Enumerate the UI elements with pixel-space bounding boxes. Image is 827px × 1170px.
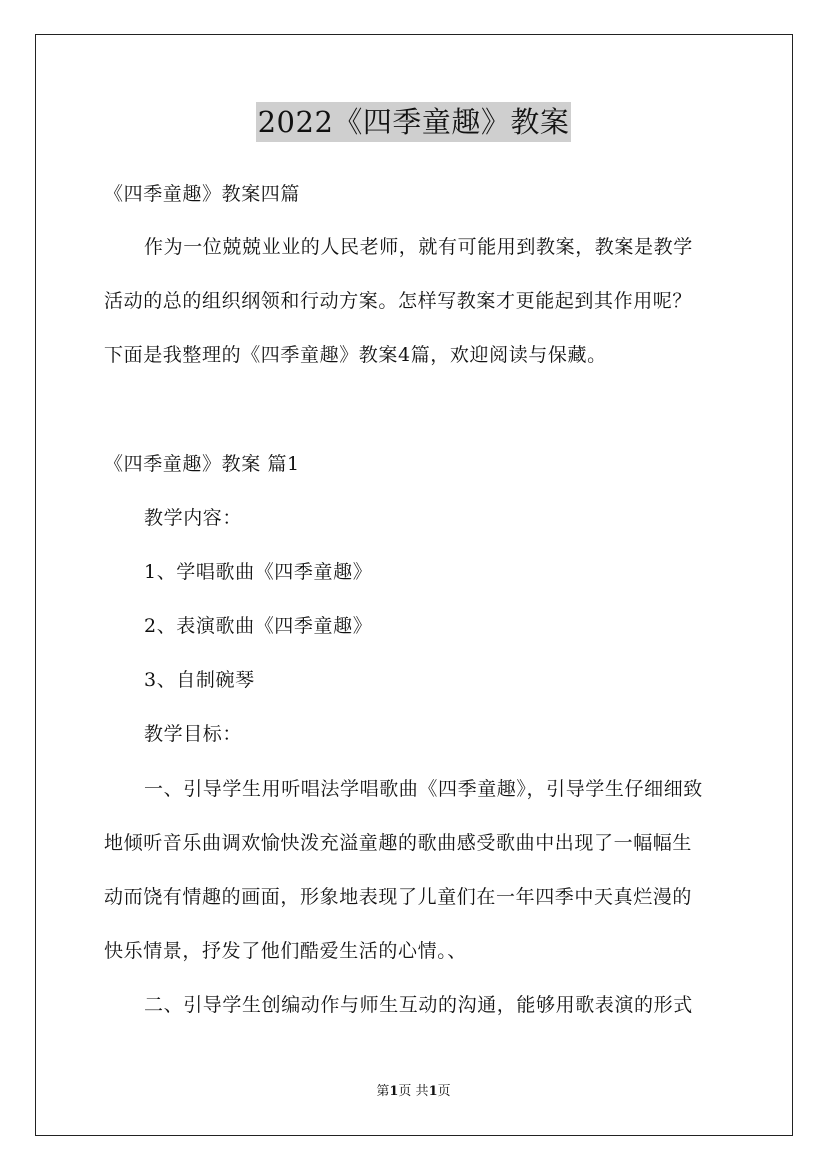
paragraph-line: 教学内容： [144, 507, 243, 529]
list-item: 3、自制碗琴 [144, 669, 255, 691]
page-footer [0, 1083, 827, 1101]
list-item: 2、表演歌曲《四季童趣》 [144, 615, 373, 637]
footer-middle: 页 共 [398, 1084, 429, 1099]
paragraph-line: 教学目标： [144, 723, 243, 745]
paragraph-line: 下面是我整理的《四季童趣》教案4篇，欢迎阅读与保藏。 [104, 344, 607, 366]
paragraph-line: 二、引导学生创编动作与师生互动的沟通，能够用歌表演的形式 [144, 994, 693, 1016]
paragraph-line: 作为一位兢兢业业的人民老师，就有可能用到教案，教案是教学 [144, 236, 693, 258]
paragraph-line: 快乐情景，抒发了他们酷爱生活的心情。、 [104, 940, 467, 962]
section-heading: 《四季童趣》教案 篇1 [104, 453, 300, 475]
footer-suffix: 页 [437, 1084, 451, 1099]
document-title-block [0, 102, 827, 142]
footer-prefix: 第 [376, 1084, 390, 1099]
footer-page-number: 1 [389, 1084, 399, 1099]
document-title: 2022《四季童趣》教案 [256, 102, 572, 142]
paragraph-line: 一、引导学生用听唱法学唱歌曲《四季童趣》，引导学生仔细细致 [144, 778, 703, 800]
footer-page-total: 1 [428, 1084, 438, 1099]
paragraph-line: 活动的总的组织纲领和行动方案。怎样写教案才更能起到其作用呢？ [104, 290, 693, 312]
paragraph-line: 动而饶有情趣的画面，形象地表现了儿童们在一年四季中天真烂漫的 [104, 886, 693, 908]
paragraph-line: 地倾听音乐曲调欢愉快泼充溢童趣的歌曲感受歌曲中出现了一幅幅生 [104, 832, 693, 854]
list-item: 1、学唱歌曲《四季童趣》 [144, 561, 373, 583]
subtitle-line: 《四季童趣》教案四篇 [104, 183, 301, 205]
